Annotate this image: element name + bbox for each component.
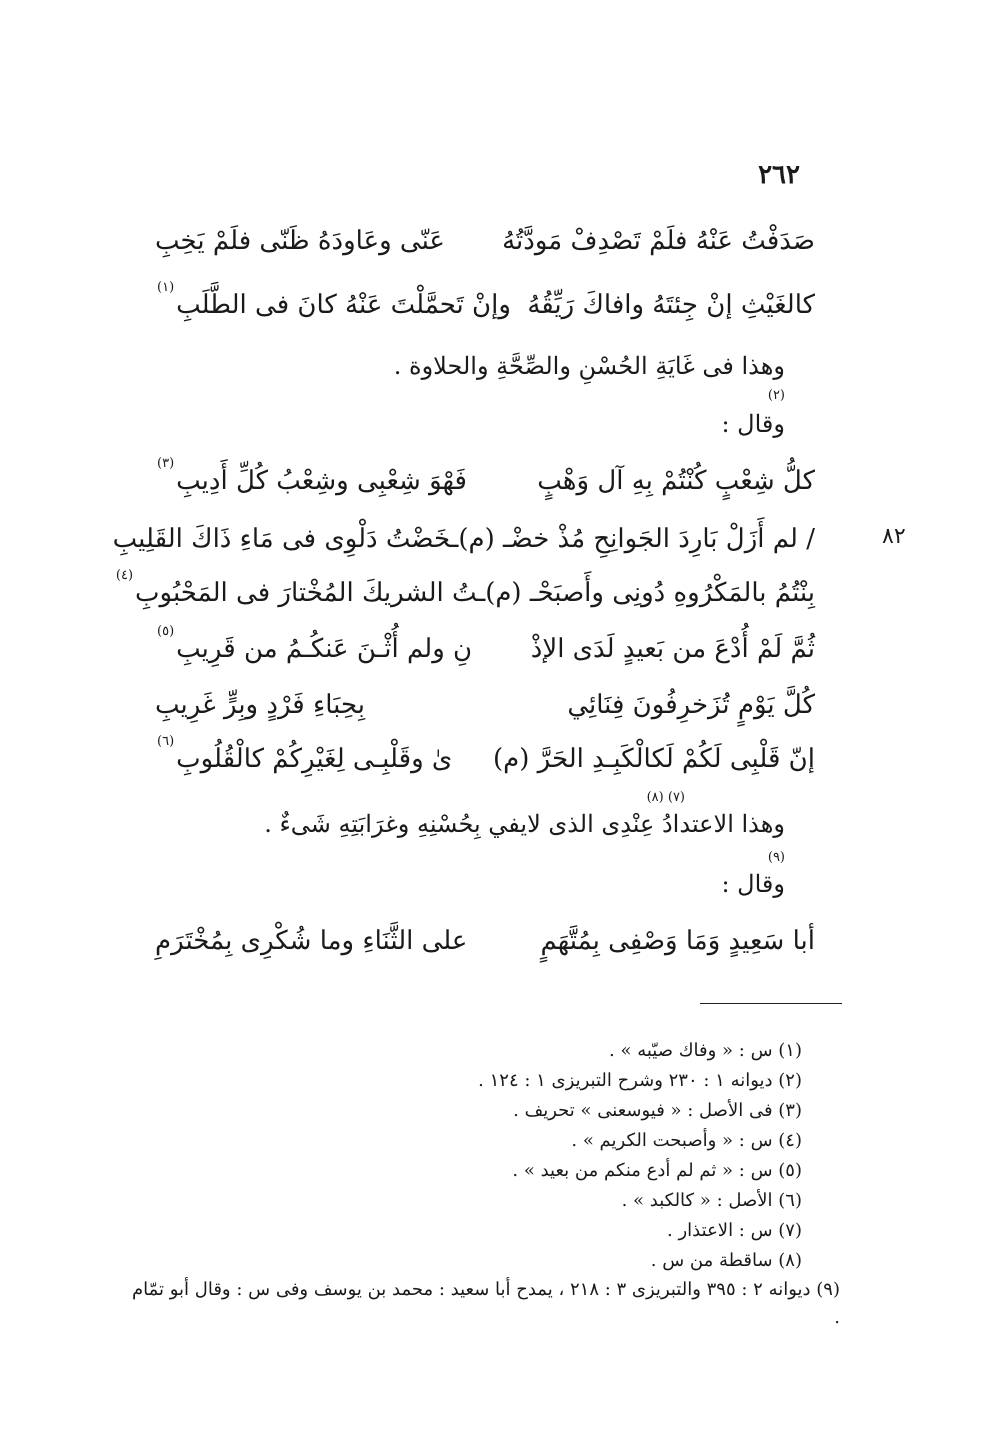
verse-first-hemistich: كلُّ شِعْبٍ كُنْتُمْ بِهِ آل وَهْبٍ xyxy=(537,466,815,496)
footnote: (٣) فى الأصل : « فيوسعنى » تحريف . xyxy=(513,1100,802,1121)
footnote: (٨) ساقطة من س . xyxy=(650,1250,802,1271)
footnote: (٢) ديوانه ١ : ٢٣٠ وشرح التبريزى ١ : ١٢٤ . xyxy=(478,1070,802,1091)
verse-second-hemistich xyxy=(155,624,473,664)
margin-page-number: ٨٢ xyxy=(882,524,906,549)
footnote: (٥) س : « ثم لم أدع منكم من بعيد » . xyxy=(512,1160,802,1181)
said-heading: وقال : xyxy=(721,410,785,438)
verse-second-hemistich: عَنّى وعَاودَهُ ظَنّى فلَمْ يَخِبِ xyxy=(155,226,445,256)
verse-line xyxy=(112,524,815,570)
page-number: ٢٦٢ xyxy=(758,160,800,190)
verse-text: نِ ولم أُثْـنَ عَنكُـمُ من قَرِيبِ xyxy=(176,634,473,664)
footnotes xyxy=(130,1036,840,1332)
footnote-marker: (١) xyxy=(157,280,175,295)
verse-line xyxy=(155,456,815,512)
said-heading: وقال : xyxy=(721,870,785,898)
footnote: (٤) س : « وأصبحت الكريم » . xyxy=(571,1130,802,1151)
verse-text: فَهْوَ شِعْبِى وشِعْبُ كُلِّ أَدِيبِ xyxy=(176,466,467,496)
verse-text: ىٰ وقَلْبِـى لِغَيْرِكُمْ كالْقُلُوبِ xyxy=(176,744,453,774)
verse-second-hemistich xyxy=(155,734,453,774)
footnote-marker: (٤) xyxy=(115,568,134,583)
footnote-marker: (٣) xyxy=(157,456,175,471)
verse-line xyxy=(155,226,815,272)
footnote: (١) س : « وفاك صيّبه » . xyxy=(609,1040,802,1061)
verse-second-hemistich: على الثَّنَاءِ وما شُكْرِى بِمُخْتَرَمِ xyxy=(155,926,468,956)
verse-second-hemistich xyxy=(155,456,467,496)
footnote: (٦) الأصل : « كالكبد » . xyxy=(621,1190,802,1211)
verse-text: وإنْ تَحمَّلْتَ عَنْهُ كانَ فى الطَّلَبِ xyxy=(176,290,511,320)
verse-line xyxy=(155,734,815,790)
verse-line xyxy=(155,926,815,972)
footnote-separator xyxy=(700,1003,842,1004)
verse-first-hemistich: كالغَيْثِ إنْ جِئتَهُ وافاكَ رَيِّقُهُ xyxy=(527,290,815,320)
verse-line xyxy=(155,690,815,736)
verse-first-hemistich: كُلَّ يَوْمٍ تُزَخرِفُونَ فِنَائِي xyxy=(567,690,815,720)
footnote: (٧) س : الاعتذار . xyxy=(667,1220,802,1241)
footnote-marker: (٩) xyxy=(767,850,785,865)
prose-line: وهذا الاعتدادُ عِنْدِى الذى لايفي بِحُسْنِهِ وغرَابَتِهِ شَىءٌ . xyxy=(264,810,785,838)
footnote-marker: (٦) xyxy=(157,734,175,749)
footnote-markers: (٧) (٨) xyxy=(646,790,685,805)
verse-first-hemistich: إنّ قَلْبِى لَكُمْ لَكالْكَبِـدِ الحَرَّ (م) xyxy=(492,744,815,774)
verse-first-hemistich: / لم أَزَلْ بَارِدَ الجَوانِحِ مُذْ خضْـ (م) xyxy=(458,524,815,554)
footnote: (٩) ديوانه ٢ : ٣٩٥ والتبريزى ٣ : ٢١٨ ، يمدح أبا سعيد : محمد بن يوسف وفى س : وقال أبو تمّام . xyxy=(131,1279,840,1328)
verse-first-hemistich: ثُمَّ لَمْ أُدْعَ من بَعيدٍ لَدَى الإذْ xyxy=(530,634,815,664)
verse-line xyxy=(155,280,815,336)
verse-second-hemistich: ـخَضْتُ دَلْوِى فى مَاءِ ذَاكَ القَلِيبِ xyxy=(112,524,459,554)
prose-line: وهذا فى غَايَةِ الحُسْنِ والصِّحَّةِ والحلاوة . xyxy=(393,352,785,380)
verse-second-hemistich xyxy=(114,568,486,608)
verse-second-hemistich xyxy=(155,280,511,320)
footnote-marker: (٢) xyxy=(767,388,785,403)
verse-first-hemistich: بِنْتُمُ بالمَكْرُوهِ دُونِى وأَصبَحْـ (م) xyxy=(485,578,815,608)
verse-text: ـتُ الشريكَ المُخْتارَ فى المَحْبُوبِ xyxy=(135,578,486,608)
verse-first-hemistich: أبا سَعِيدٍ وَمَا وَصْفِى بِمُتَّهَمٍ xyxy=(540,926,815,956)
verse-line xyxy=(115,568,815,624)
verse-line xyxy=(155,624,815,680)
footnote-marker: (٥) xyxy=(157,624,175,639)
verse-first-hemistich: صَدَفْتُ عَنْهُ فلَمْ تَصْدِفْ مَودَّتُهُ xyxy=(502,226,815,256)
verse-second-hemistich: بِحِبَاءِ فَرْدٍ وبِرٍّ غَرِيبِ xyxy=(155,690,366,720)
